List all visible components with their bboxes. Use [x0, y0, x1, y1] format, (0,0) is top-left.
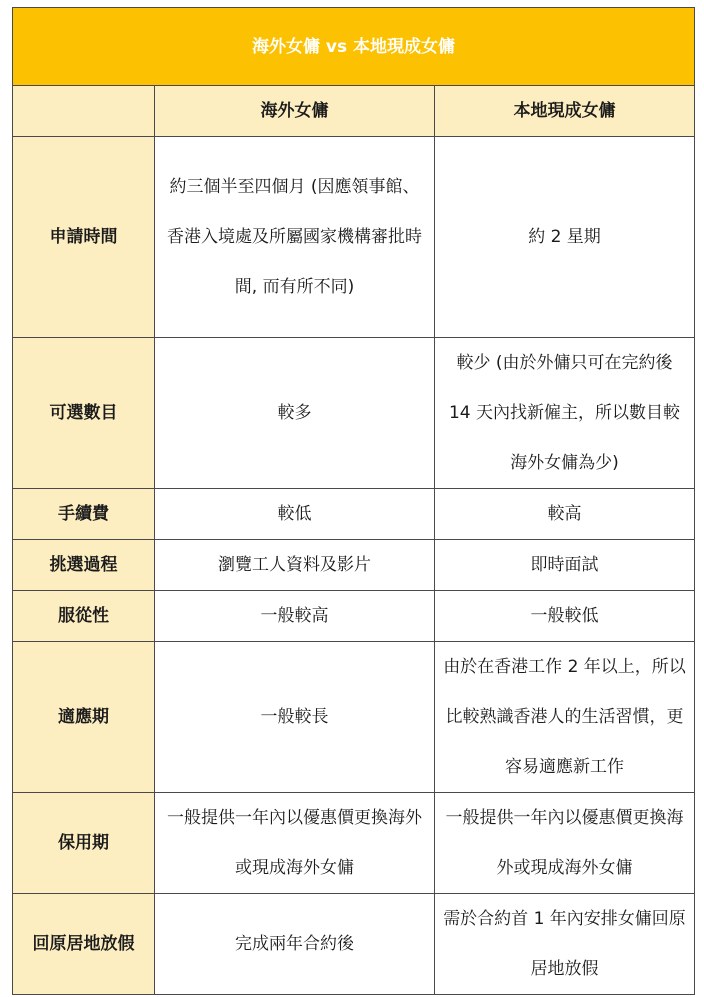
overseas-cell: 一般較高	[155, 591, 435, 642]
overseas-cell: 約三個半至四個月 (因應領事館、香港入境處及所屬國家機構審批時間, 而有所不同)	[155, 137, 435, 338]
overseas-cell: 瀏覽工人資料及影片	[155, 540, 435, 591]
overseas-cell: 一般較長	[155, 642, 435, 793]
header-empty	[13, 86, 155, 137]
overseas-cell: 完成兩年合約後	[155, 894, 435, 995]
table-row	[13, 894, 695, 995]
title-row	[13, 8, 695, 86]
table-row	[13, 137, 695, 338]
local-cell: 較少 (由於外傭只可在完約後 14 天內找新僱主，所以數目較海外女傭為少)	[435, 338, 695, 489]
table-row	[13, 793, 695, 894]
table-row	[13, 591, 695, 642]
row-label: 手續費	[13, 489, 155, 540]
local-cell: 約 2 星期	[435, 137, 695, 338]
comparison-table	[12, 7, 695, 995]
overseas-cell: 較低	[155, 489, 435, 540]
row-label: 回原居地放假	[13, 894, 155, 995]
table-row	[13, 642, 695, 793]
local-cell: 由於在香港工作 2 年以上，所以比較熟識香港人的生活習慣，更容易適應新工作	[435, 642, 695, 793]
row-label: 申請時間	[13, 137, 155, 338]
table-row	[13, 540, 695, 591]
header-local: 本地現成女傭	[435, 86, 695, 137]
header-row	[13, 86, 695, 137]
header-overseas: 海外女傭	[155, 86, 435, 137]
local-cell: 較高	[435, 489, 695, 540]
table-title: 海外女傭 vs 本地現成女傭	[13, 8, 695, 86]
row-label: 保用期	[13, 793, 155, 894]
table-row	[13, 489, 695, 540]
row-label: 服從性	[13, 591, 155, 642]
table-row	[13, 338, 695, 489]
row-label: 適應期	[13, 642, 155, 793]
row-label: 可選數目	[13, 338, 155, 489]
local-cell: 需於合約首 1 年內安排女傭回原居地放假	[435, 894, 695, 995]
overseas-cell: 較多	[155, 338, 435, 489]
local-cell: 即時面試	[435, 540, 695, 591]
local-cell: 一般提供一年內以優惠價更換海外或現成海外女傭	[435, 793, 695, 894]
local-cell: 一般較低	[435, 591, 695, 642]
row-label: 挑選過程	[13, 540, 155, 591]
overseas-cell: 一般提供一年內以優惠價更換海外或現成海外女傭	[155, 793, 435, 894]
